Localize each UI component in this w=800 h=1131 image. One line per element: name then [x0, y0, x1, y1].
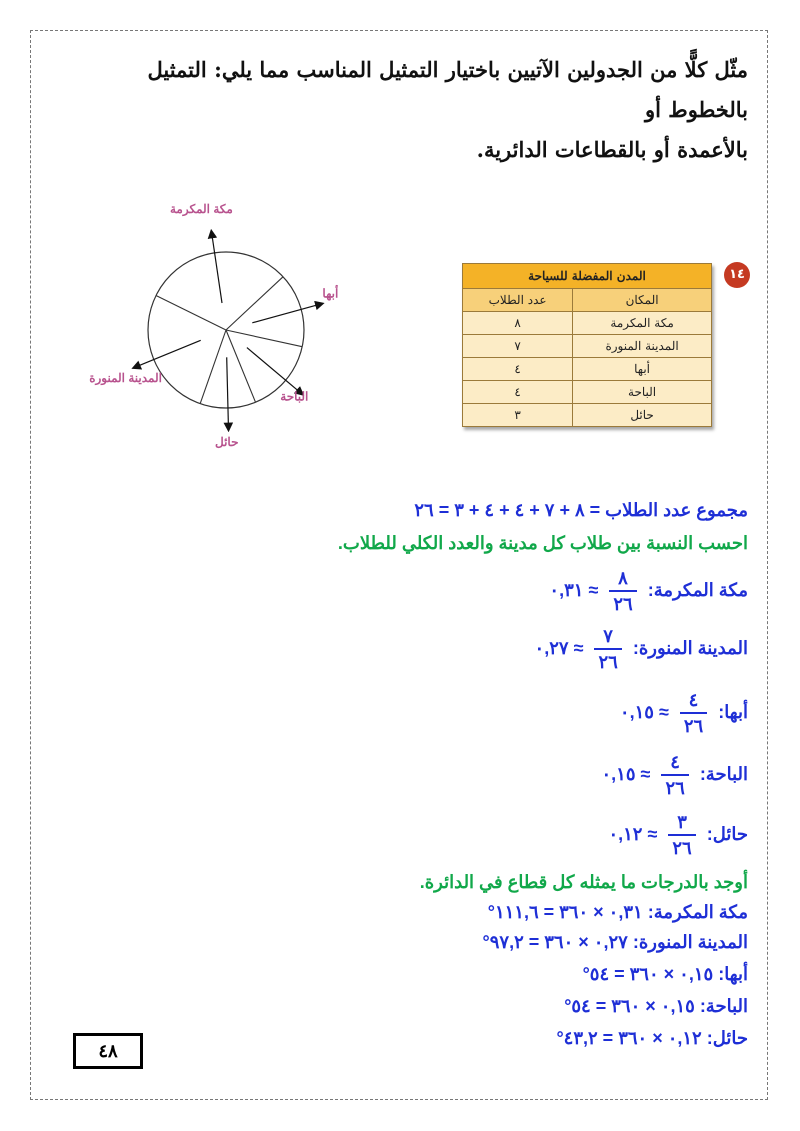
degree-label: المدينة المنورة: — [632, 932, 748, 952]
table-row — [463, 404, 712, 427]
table-cell-place: الباحة — [573, 381, 712, 404]
approx-sign: ≈ — [640, 763, 651, 784]
pie-slice-arrow — [211, 231, 222, 303]
ratio-label: مكة المكرمة: — [647, 579, 748, 600]
degree-instruction: أوجد بالدرجات ما يمثله كل قطاع في الدائرة. — [419, 872, 748, 892]
ratio-fraction — [594, 626, 621, 672]
ratio-result: ٠,١٢ — [608, 823, 643, 844]
fraction-numerator: ٤ — [661, 752, 688, 776]
total-students: مجموع عدد الطلاب = ٨ + ٧ + ٤ + ٤ + ٣ = ٢٦ — [414, 500, 748, 520]
ratio-result: ٠,٣١ — [549, 579, 584, 600]
table-row — [463, 358, 712, 381]
degree-expression: ٠,٣١ × ٣٦٠ = ١١١,٦° — [487, 902, 643, 922]
table-row — [463, 381, 712, 404]
ratio-result: ٠,١٥ — [601, 763, 636, 784]
degree-label: حائل: — [706, 1028, 748, 1048]
degree-row — [564, 996, 748, 1017]
ratio-fraction — [609, 568, 636, 614]
table-cell-count: ٨ — [463, 312, 573, 335]
ratio-instruction: احسب النسبة بين طلاب كل مدينة والعدد الكلي للطلاب. — [337, 533, 748, 553]
fraction-numerator: ٤ — [680, 690, 707, 714]
degree-label: الباحة: — [699, 996, 748, 1016]
pie-slice-boundary — [156, 296, 226, 331]
table-cell-count: ٣ — [463, 404, 573, 427]
ratio-result: ٠,٢٧ — [534, 637, 569, 658]
degree-expression: ٠,١٢ × ٣٦٠ = ٤٣,٢° — [556, 1028, 702, 1048]
fraction-numerator: ٨ — [609, 568, 636, 592]
ratio-label: أبها: — [718, 701, 748, 722]
pie-slice-boundary — [226, 330, 256, 402]
pie-slice-arrow — [227, 357, 229, 430]
pie-slice-arrow — [252, 304, 322, 323]
question-line-2: بالأعمدة أو بالقطاعات الدائرية. — [476, 137, 748, 162]
ratio-row — [608, 812, 748, 858]
pie-slice-label: حائل — [214, 434, 239, 449]
pie-slice-arrow — [247, 348, 303, 395]
approx-sign: ≈ — [658, 701, 669, 722]
pie-slice-label: أبها — [322, 286, 339, 301]
table-cell-count: ٧ — [463, 335, 573, 358]
table-cell-count: ٤ — [463, 358, 573, 381]
pie-slice-label: مكة المكرمة — [169, 202, 233, 217]
ratio-label: الباحة: — [699, 763, 748, 784]
pie-slice-boundary — [200, 330, 226, 404]
approx-sign: ≈ — [588, 579, 599, 600]
ratio-row — [620, 690, 748, 736]
ratio-fraction — [661, 752, 688, 798]
ratio-row — [535, 626, 748, 672]
table-title: المدن المفضلة للسياحة — [463, 264, 712, 289]
degree-row — [556, 1028, 748, 1049]
table-cell-place: حائل — [573, 404, 712, 427]
fraction-denominator: ٢٦ — [598, 652, 618, 672]
pie-slice-arrow — [134, 340, 201, 368]
table-header-place: المكان — [573, 289, 712, 312]
page-number: ٤٨ — [73, 1033, 143, 1069]
table-cell-count: ٤ — [463, 381, 573, 404]
table-row — [463, 312, 712, 335]
pie-slice-label: المدينة المنورة — [89, 370, 162, 385]
ratio-label: المدينة المنورة: — [632, 637, 748, 658]
exercise-number-badge: ١٤ — [724, 262, 750, 288]
question-text — [68, 50, 748, 170]
degree-expression: ٠,٢٧ × ٣٦٠ = ٩٧,٢° — [482, 932, 628, 952]
degree-label: أبها: — [718, 964, 748, 984]
table-row — [463, 335, 712, 358]
fraction-numerator: ٣ — [668, 812, 695, 836]
pie-slice-boundary — [226, 330, 302, 347]
pie-chart — [80, 202, 380, 465]
approx-sign: ≈ — [647, 823, 658, 844]
ratio-row — [602, 752, 748, 798]
tourism-table — [462, 263, 712, 427]
table-header-students: عدد الطلاب — [463, 289, 573, 312]
table-cell-place: المدينة المنورة — [573, 335, 712, 358]
ratio-fraction — [680, 690, 707, 736]
ratio-result: ٠,١٥ — [619, 701, 654, 722]
table-cell-place: مكة المكرمة — [573, 312, 712, 335]
table-cell-place: أبها — [573, 358, 712, 381]
ratio-row — [549, 568, 748, 614]
degree-row — [483, 932, 748, 953]
degree-expression: ٠,١٥ × ٣٦٠ = ٥٤° — [582, 964, 714, 984]
degree-row — [488, 902, 748, 923]
approx-sign: ≈ — [573, 637, 584, 658]
fraction-denominator: ٢٦ — [665, 778, 685, 798]
fraction-denominator: ٢٦ — [613, 594, 633, 614]
pie-slice-label: الباحة — [280, 389, 309, 404]
degree-row — [583, 964, 748, 985]
fraction-denominator: ٢٦ — [672, 838, 692, 858]
ratio-fraction — [668, 812, 695, 858]
degree-label: مكة المكرمة: — [647, 902, 748, 922]
fraction-denominator: ٢٦ — [683, 716, 704, 736]
ratio-label: حائل: — [706, 823, 748, 844]
question-line-1: مثّل كلًّا من الجدولين الآتيين باختيار التمثيل المناسب مما يلي: التمثيل بالخطوط أو — [147, 57, 748, 122]
fraction-numerator: ٧ — [594, 626, 621, 650]
degree-expression: ٠,١٥ × ٣٦٠ = ٥٤° — [564, 996, 695, 1016]
